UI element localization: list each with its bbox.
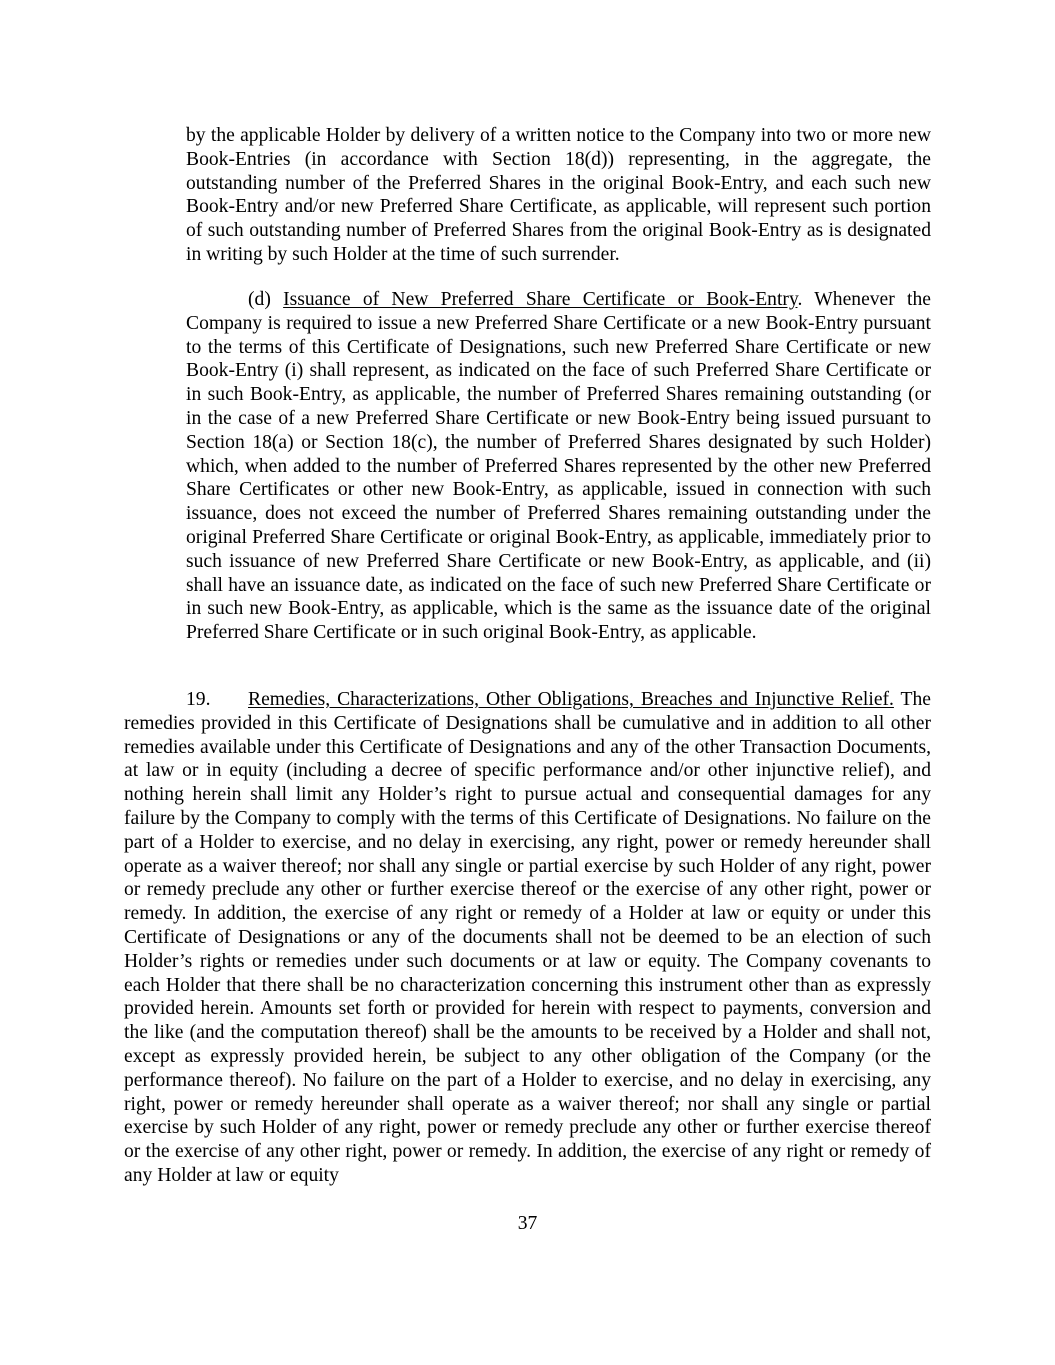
section-19-heading: Remedies, Characterizations, Other Obligations, Breaches and Injunctive Relief. (248, 689, 894, 710)
subsection-d-body: Whenever the Company is required to issue a new Preferred Share Certificate or a new Book-Entry pursuant to the terms of this Certificate of Designations, such new Preferred Share Certificate or new Book-Entry (i) shall represent, as indicated on the face of such Preferred Share Certificate or in such Book-Entry, as applicable, the number of Preferred Shares remaining outstanding (or in the case of a new Preferred Share Certificate or new Book-Entry being issued pursuant to Section 18(a) or Section 18(c), the number of Preferred Shares designated by such Holder) which, when added to the number of Preferred Shares represented by the other new Preferred Share Certificates or other new Book-Entry, as applicable, issued in connection with such issuance, does not exceed the number of Preferred Shares remaining outstanding under the original Preferred Share Certificate or original Book-Entry, as applicable, immediately prior to such issuance of new Preferred Share Certificate or new Book-Entry, as applicable, and (ii) shall have an issuance date, as indicated on the face of such new Preferred Share Certificate or in such new Book-Entry, as applicable, which is the same as the issuance date of the original Preferred Share Certificate or in such original Book-Entry, as applicable. (186, 289, 931, 644)
subsection-d-paragraph (186, 288, 931, 645)
section-19-number: 19. (186, 689, 211, 710)
section-19-body: The remedies provided in this Certificate of Designations shall be cumulative and in addition to all other remedies available under this Certificate of Designations and any of the other Transaction Documents, at law or in equity (including a decree of specific performance and/or other injunctive relief), and nothing herein shall limit any Holder’s right to pursue actual and consequential damages for any failure by the Company to comply with the terms of this Certificate of Designations. No failure on the part of a Holder to exercise, and no delay in exercising, any right, power or remedy hereunder shall operate as a waiver thereof; nor shall any single or partial exercise by such Holder of any right, power or remedy preclude any other or further exercise thereof or the exercise of any other right, power or remedy. In addition, the exercise of any right or remedy of a Holder at law or equity or under this Certificate of Designations or any of the documents shall not be deemed to be an election of such Holder’s rights or remedies under such documents or at law or equity. The Company covenants to each Holder that there shall be no characterization concerning this instrument other than as expressly provided herein. Amounts set forth or provided for herein with respect to payments, conversion and the like (and the computation thereof) shall be the amounts to be received by a Holder and shall not, except as expressly provided herein, be subject to any other obligation of the Company (or the performance thereof). No failure on the part of a Holder to exercise, and no delay in exercising, any right, power or remedy hereunder shall operate as a waiver thereof; nor shall any single or partial exercise by such Holder of any right, power or remedy preclude any other or further exercise thereof or the exercise of any other right, power or remedy. In addition, the exercise of any right or remedy of any Holder at law or equity (124, 689, 931, 1186)
subsection-d-heading-end: . (797, 289, 803, 310)
page-number: 37 (517, 1213, 538, 1234)
continued-paragraph: by the applicable Holder by delivery of a written notice to the Company into two or more new Book-Entries (in accordance with Section 18(d)) representing, in the aggregate, the outstanding number of the Preferred Shares in the original Book-Entry, and each such new Book-Entry and/or new Preferred Share Certificate, as applicable, will represent such portion of such outstanding number of Preferred Shares from the original Book-Entry as is designated in writing by such Holder at the time of such surrender. (186, 125, 931, 265)
subsection-d-heading: Issuance of New Preferred Share Certificate or Book-Entry (283, 289, 798, 310)
section-19-paragraph (124, 688, 931, 1188)
subsection-d-label: (d) (248, 289, 284, 310)
